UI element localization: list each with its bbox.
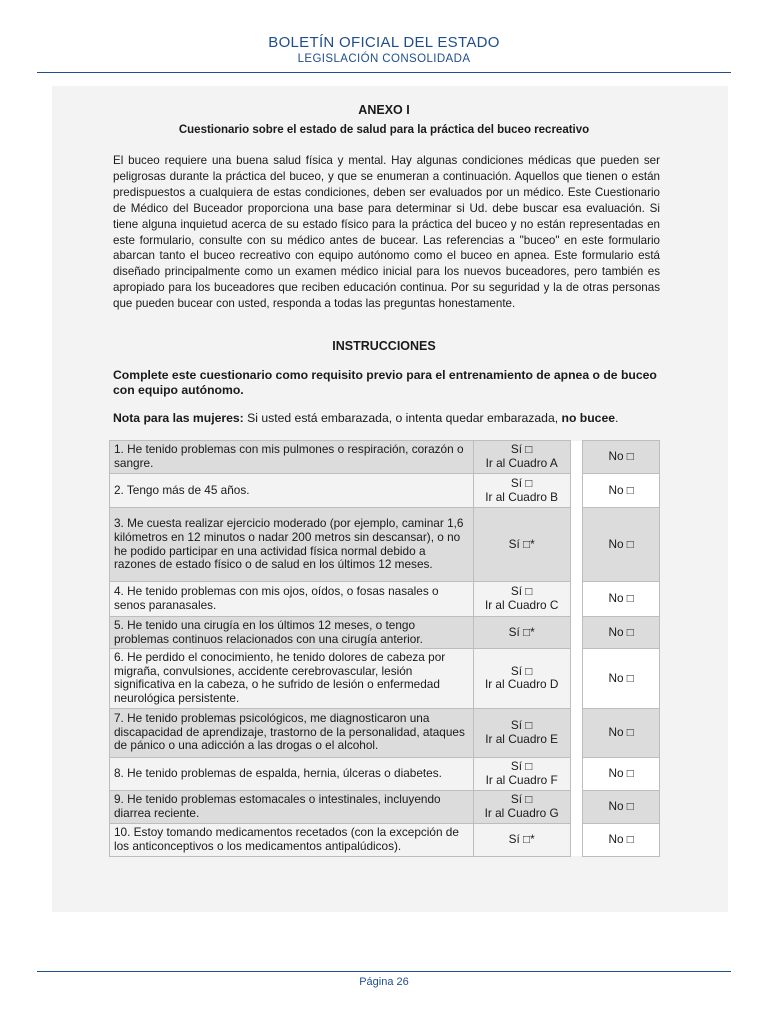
question-text: 4. He tenido problemas con mis ojos, oídos, o fosas nasales o senos paranasales. bbox=[110, 582, 474, 617]
annex-title: Cuestionario sobre el estado de salud para la práctica del buceo recreativo bbox=[178, 124, 590, 136]
page-number: Página 26 bbox=[359, 976, 409, 988]
column-gap bbox=[570, 757, 583, 790]
question-row bbox=[110, 823, 660, 856]
question-row bbox=[110, 508, 660, 582]
no-checkbox[interactable]: No □ bbox=[583, 617, 660, 649]
goto-box-label: Ir al Cuadro B bbox=[485, 489, 559, 504]
yes-cell bbox=[473, 474, 570, 508]
no-checkbox[interactable]: No □ bbox=[583, 441, 660, 474]
women-note-end: . bbox=[615, 411, 619, 425]
yes-cell bbox=[473, 708, 570, 757]
column-gap bbox=[570, 708, 583, 757]
column-gap bbox=[570, 617, 583, 649]
column-gap bbox=[570, 441, 583, 474]
question-text: 1. He tenido problemas con mis pulmones o respiración, corazón o sangre. bbox=[110, 441, 474, 474]
yes-checkbox[interactable]: Sí □ bbox=[510, 663, 533, 678]
yes-checkbox[interactable]: Sí □* bbox=[508, 831, 535, 846]
question-row bbox=[110, 708, 660, 757]
column-gap bbox=[570, 582, 583, 617]
question-text: 2. Tengo más de 45 años. bbox=[110, 474, 474, 508]
column-gap bbox=[570, 474, 583, 508]
no-checkbox[interactable]: No □ bbox=[583, 582, 660, 617]
question-text: 6. He perdido el conocimiento, he tenido dolores de cabeza por migraña, convulsiones, accidente cerebrovascular, lesión significativa en la cabeza, o he sufrido de lesión o enfermedad neurológica persistente. bbox=[110, 649, 474, 708]
yes-cell bbox=[473, 508, 570, 582]
no-checkbox[interactable]: No □ bbox=[583, 823, 660, 856]
question-text: 3. Me cuesta realizar ejercicio moderado (por ejemplo, caminar 1,6 kilómetros en 12 minutos o nadar 200 metros sin descansar), o no he podido participar en una actividad física normal debido a razones de estado físico o de salud en los últimos 12 meses. bbox=[110, 508, 474, 582]
health-questionnaire-table bbox=[109, 440, 660, 857]
goto-box-label: Ir al Cuadro D bbox=[484, 677, 559, 692]
question-text: 5. He tenido una cirugía en los últimos 12 meses, o tengo problemas continuos relacionados con una cirugía anterior. bbox=[110, 617, 474, 649]
instructions-heading: INSTRUCCIONES bbox=[332, 339, 436, 353]
yes-cell bbox=[473, 757, 570, 790]
bulletin-title: BOLETÍN OFICIAL DEL ESTADO bbox=[268, 34, 500, 51]
goto-box-label: Ir al Cuadro E bbox=[485, 731, 559, 746]
yes-checkbox[interactable]: Sí □ bbox=[510, 758, 533, 773]
instructions-requirement: Complete este cuestionario como requisito previo para el entrenamiento de apnea o de buceo con equipo autónomo. bbox=[113, 368, 657, 397]
women-note-text: Si usted está embarazada, o intenta quedar embarazada, bbox=[243, 411, 562, 425]
yes-checkbox[interactable]: Sí □ bbox=[510, 442, 533, 457]
goto-box-label: Ir al Cuadro C bbox=[484, 598, 559, 612]
question-row bbox=[110, 582, 660, 617]
column-gap bbox=[570, 790, 583, 823]
question-text: 7. He tenido problemas psicológicos, me diagnosticaron una discapacidad de aprendizaje, trastorno de la personalidad, ataques de pánico o una adicción a las drogas o el alcohol. bbox=[110, 708, 474, 757]
yes-cell bbox=[473, 790, 570, 823]
women-note-label: Nota para las mujeres: bbox=[113, 411, 244, 425]
no-checkbox[interactable]: No □ bbox=[583, 757, 660, 790]
no-checkbox[interactable]: No □ bbox=[583, 508, 660, 582]
no-checkbox[interactable]: No □ bbox=[583, 708, 660, 757]
yes-checkbox[interactable]: Sí □ bbox=[510, 791, 533, 806]
header-rule bbox=[37, 72, 731, 73]
yes-checkbox[interactable]: Sí □* bbox=[508, 624, 535, 639]
column-gap bbox=[570, 508, 583, 582]
question-text: 9. He tenido problemas estomacales o intestinales, incluyendo diarrea reciente. bbox=[110, 790, 474, 823]
question-row bbox=[110, 757, 660, 790]
intro-paragraph: El buceo requiere una buena salud física y mental. Hay algunas condiciones médicas que pueden ser peligrosas durante la práctica del buceo, y que se enumeran a continuación. Aquellos que tienen o están predispuestos a cualquiera de estas condiciones, deben ser evaluados por un médico. Este Cuestionario de Médico del Buceador proporciona una base para determinar si Ud. debe buscar esa evaluación. Si tiene alguna inquietud acerca de su estado físico para la práctica del buceo y no están representadas en este formulario, consulte con su médico antes de bucear. Las referencias a "buceo" en este formulario abarcan tanto el buceo recreativo con equipo autónomo como el buceo en apnea. Este formulario está diseñado principalmente como un examen médico inicial para los nuevos buceadores, pero también es apropiado para los buceadores que reciben educación continua. Por su seguridad y la de otras personas que pueden bucear con usted, responda a todas las preguntas honestamente. bbox=[113, 154, 660, 311]
no-checkbox[interactable]: No □ bbox=[583, 649, 660, 708]
bulletin-subtitle: LEGISLACIÓN CONSOLIDADA bbox=[297, 53, 471, 65]
yes-cell bbox=[473, 582, 570, 617]
yes-checkbox[interactable]: Sí □ bbox=[510, 475, 533, 490]
question-text: 10. Estoy tomando medicamentos recetados (con la excepción de los anticonceptivos o los medicamentos antipalúdicos). bbox=[110, 823, 474, 856]
question-row bbox=[110, 474, 660, 508]
column-gap bbox=[570, 649, 583, 708]
question-row bbox=[110, 441, 660, 474]
yes-checkbox[interactable]: Sí □* bbox=[508, 536, 535, 551]
question-row bbox=[110, 790, 660, 823]
goto-box-label: Ir al Cuadro F bbox=[485, 772, 558, 787]
no-checkbox[interactable]: No □ bbox=[583, 474, 660, 508]
women-note-emphasis: no bucee bbox=[561, 411, 615, 425]
yes-cell bbox=[473, 823, 570, 856]
yes-cell bbox=[473, 649, 570, 708]
goto-box-label: Ir al Cuadro G bbox=[484, 805, 559, 820]
question-text: 8. He tenido problemas de espalda, hernia, úlceras o diabetes. bbox=[110, 757, 474, 790]
yes-checkbox[interactable]: Sí □ bbox=[510, 717, 533, 732]
question-row bbox=[110, 617, 660, 649]
question-row bbox=[110, 649, 660, 708]
footer-rule bbox=[37, 971, 731, 972]
yes-cell bbox=[473, 617, 570, 649]
column-gap bbox=[570, 823, 583, 856]
women-note bbox=[113, 411, 660, 426]
yes-cell bbox=[473, 441, 570, 474]
no-checkbox[interactable]: No □ bbox=[583, 790, 660, 823]
yes-checkbox[interactable]: Sí □ bbox=[510, 584, 533, 599]
goto-box-label: Ir al Cuadro A bbox=[485, 456, 558, 470]
annex-heading: ANEXO I bbox=[358, 103, 410, 117]
